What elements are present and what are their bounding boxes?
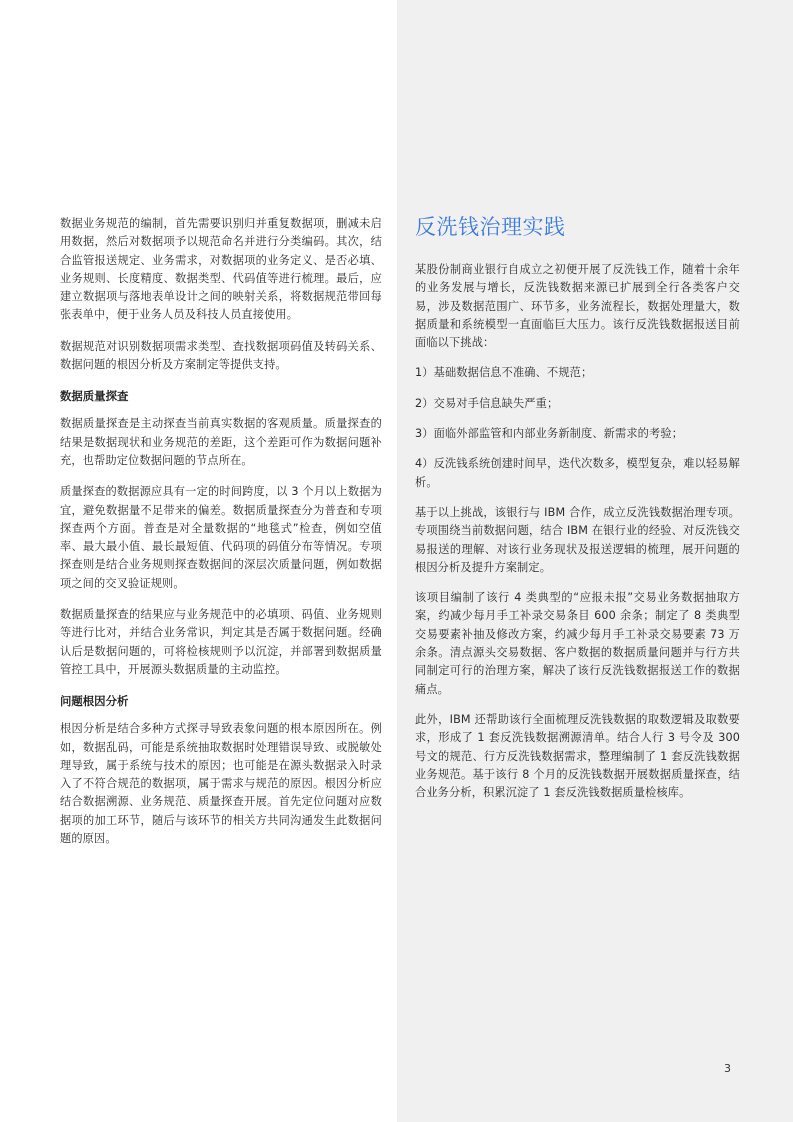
paragraph: 数据业务规范的编制，首先需要识别归并重复数据项，删减未启用数据，然后对数据项予以规范命名并进行分类编码。其次，结合监管报送规定、业务需求，对数据项的业务定义、是否必填、业务规则、长度精度、数据类型、代码值等进行梳理。最后，应建立数据项与落地表单设计之间的映射关系，将数据规范带回每张表单中，便于业务人员及科技人员直接使用。 (60, 217, 382, 322)
section-heading-data-quality: 数据质量探查 (60, 389, 129, 404)
challenge-item: 2）交易对手信息缺失严重； (415, 396, 559, 410)
challenge-item: 4）反洗钱系统创建时间早，迭代次数多，模型复杂，难以轻易解析。 (415, 457, 740, 489)
paragraph: 基于以上挑战，该银行与 IBM 合作，成立反洗钱数据治理专项。专项围绕当前数据问题，结合 IBM 在银行业的经验、对反洗钱交易报送的理解、对该行业务现状及报送逻辑的梳理，展开问题的根因分析及提升方案制定。 (415, 505, 740, 574)
paragraph: 此外，IBM 还帮助该行全面梳理反洗钱数据的取数逻辑及取数要求，形成了 1 套反洗钱数据溯源清单。结合人行 3 号令及 300 号文的规范、行方反洗钱数据需求，整理编制了 1 套反洗钱数据业务规范。基于该行 8 个月的反洗钱数据开展数据质量探查，结合业务分析，积累沉淀了 1 套反洗钱数据质量检核库。 (415, 712, 740, 800)
paragraph: 某股份制商业银行自成立之初便开展了反洗钱工作，随着十余年的业务发展与增长，反洗钱数据来源已扩展到全行各类客户交易，涉及数据范围广、环节多，业务流程长，数据处理量大，数据质量和系统模型一直面临巨大压力。该行反洗钱数据报送目前面临以下挑战： (415, 263, 740, 350)
paragraph: 数据质量探查是主动探查当前真实数据的客观质量。质量探查的结果是数据现状和业务规范的差距，这个差距可作为数据问题补充，也帮助定位数据问题的节点所在。 (60, 417, 382, 467)
right-column (415, 211, 740, 814)
paragraph: 数据规范对识别数据项需求类型、查找数据项码值及转码关系、数据问题的根因分析及方案制定等提供支持。 (60, 339, 382, 372)
paragraph: 该项目编制了该行 4 类典型的“应报未报”交易业务数据抽取方案，约减少每月手工补录交易条目 600 余条；制定了 8 类典型交易要素补抽及修改方案，约减少每月手工补录交易要素 73 万余条。清点源头交易数据、客户数据的数据质量问题并与行方共同制定可行的治理方案，解决了该行反洗钱数据报送工作的数据痛点。 (415, 591, 740, 696)
paragraph: 质量探查的数据源应具有一定的时间跨度，以 3 个月以上数据为宜，避免数据量不足带来的偏差。数据质量探查分为普查和专项探查两个方面。普查是对全量数据的“地毯式”检查，例如空值率、最大最小值、最长最短值、代码项的码值分布等情况。专项探查则是结合业务规则探查数据间的深层次质量问题，例如数据项之间的交叉验证规则。 (60, 485, 382, 590)
paragraph: 数据质量探查的结果应与业务规范中的必填项、码值、业务规则等进行比对，并结合业务常识，判定其是否属于数据问题。经确认后是数据问题的，可将检核规则予以沉淀，并部署到数据质量管控工具中，开展源头数据质量的主动监控。 (60, 608, 382, 676)
left-column (60, 215, 382, 861)
page-number: 3 (724, 1062, 731, 1075)
section-heading-root-cause: 问题根因分析 (60, 694, 129, 709)
paragraph: 根因分析是结合多种方式探寻导致表象问题的根本原因所在。例如，数据乱码，可能是系统抽取数据时处理错误导致、或脱敏处理导致，属于系统与技术的原因；也可能是在源头数据录入时录入了不符合规范的数据项，属于需求与规范的原因。根因分析应结合数据溯源、业务规范、质量探查开展。首先定位问题对应数据项的加工环节，随后与该环节的相关方共同沟通发生此数据问题的原因。 (60, 722, 382, 846)
challenge-item: 3）面临外部监管和内部业务新制度、新需求的考验； (415, 427, 684, 441)
challenge-item: 1）基础数据信息不准确、不规范； (415, 366, 593, 380)
case-study-title: 反洗钱治理实践 (415, 215, 566, 239)
